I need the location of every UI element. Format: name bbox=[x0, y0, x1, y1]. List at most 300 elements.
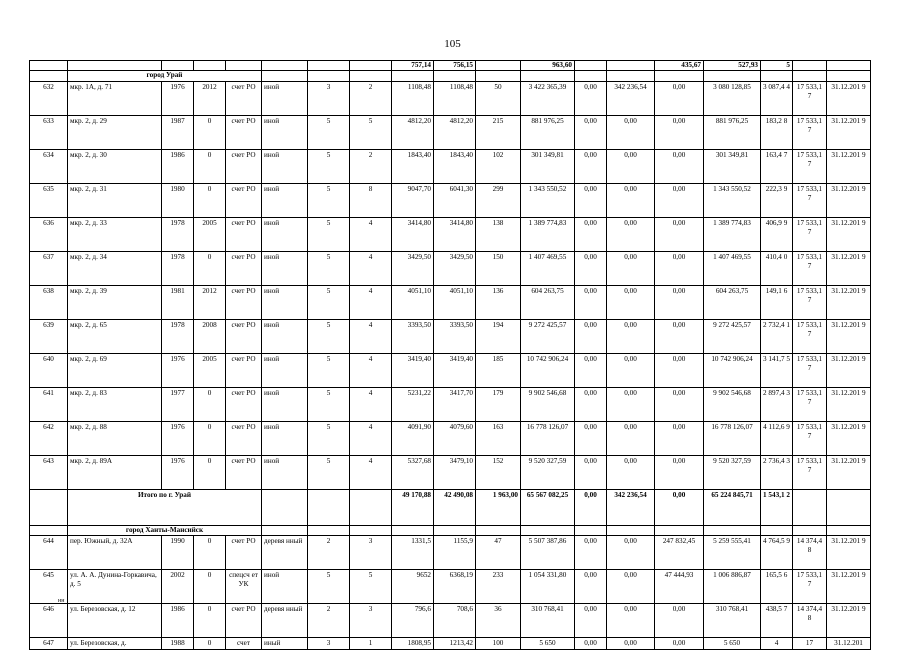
table-cell: 633 bbox=[30, 115, 68, 149]
table-cell: 0,00 bbox=[575, 638, 607, 650]
table-row bbox=[30, 115, 871, 149]
table-cell: 5 bbox=[308, 251, 350, 285]
summary-row bbox=[30, 61, 871, 71]
table-cell: 5 bbox=[308, 115, 350, 149]
table-cell: 0 bbox=[194, 251, 226, 285]
table-cell: 634 bbox=[30, 149, 68, 183]
table-cell: 4091,90 bbox=[392, 421, 434, 455]
table-cell: 2 bbox=[350, 81, 392, 115]
table-cell bbox=[521, 71, 575, 81]
table-cell: 31.12.201 9 bbox=[827, 570, 871, 604]
table-cell bbox=[761, 71, 793, 81]
table-row bbox=[30, 455, 871, 489]
table-cell: 1978 bbox=[162, 217, 194, 251]
table-cell: 3414,80 bbox=[434, 217, 476, 251]
table-cell: 1 343 550,52 bbox=[521, 183, 575, 217]
table-cell: 756,15 bbox=[434, 61, 476, 71]
table-cell bbox=[226, 61, 262, 71]
table-cell: 185 bbox=[476, 353, 521, 387]
table-cell: иной bbox=[262, 149, 308, 183]
table-cell: 2005 bbox=[194, 217, 226, 251]
city-heading-row bbox=[30, 525, 871, 535]
table-cell bbox=[827, 61, 871, 71]
table-cell bbox=[793, 61, 827, 71]
table-cell: 0,00 bbox=[575, 455, 607, 489]
table-cell bbox=[827, 71, 871, 81]
table-cell: 0,00 bbox=[575, 570, 607, 604]
table-cell: 9652 bbox=[392, 570, 434, 604]
table-cell: счет РО bbox=[226, 217, 262, 251]
footer-mark: нн bbox=[58, 598, 65, 604]
table-cell: 1108,48 bbox=[392, 81, 434, 115]
table-cell: 31.12.201 9 bbox=[827, 536, 871, 570]
table-cell bbox=[68, 61, 162, 71]
table-cell: 50 bbox=[476, 81, 521, 115]
table-cell: 31.12.201 9 bbox=[827, 319, 871, 353]
table-cell: 0,00 bbox=[575, 149, 607, 183]
table-cell: мкр. 1А, д. 71 bbox=[68, 81, 162, 115]
table-cell: счет РО bbox=[226, 455, 262, 489]
table-cell: 881 976,25 bbox=[521, 115, 575, 149]
table-cell: 4 bbox=[350, 217, 392, 251]
table-cell: 4051,10 bbox=[392, 285, 434, 319]
table-cell: 5 bbox=[308, 387, 350, 421]
table-cell: 0,00 bbox=[575, 183, 607, 217]
table-cell: 0,00 bbox=[575, 285, 607, 319]
table-cell: 647 bbox=[30, 638, 68, 650]
table-cell: 5327,68 bbox=[392, 455, 434, 489]
table-cell: 757,14 bbox=[392, 61, 434, 71]
table-cell: 0,00 bbox=[575, 536, 607, 570]
table-cell: 527,93 bbox=[704, 61, 761, 71]
table-cell bbox=[308, 71, 350, 81]
table-cell: 0,00 bbox=[655, 217, 704, 251]
table-cell: 0 bbox=[194, 536, 226, 570]
table-cell: 0 bbox=[194, 455, 226, 489]
table-cell: 1978 bbox=[162, 319, 194, 353]
table-cell bbox=[793, 525, 827, 535]
table-cell: 31.12.201 9 bbox=[827, 149, 871, 183]
table-cell: иной bbox=[262, 387, 308, 421]
table-cell bbox=[761, 525, 793, 535]
table-cell: 438,5 7 bbox=[761, 604, 793, 638]
table-row bbox=[30, 421, 871, 455]
table-cell: 0,00 bbox=[575, 489, 607, 525]
table-cell: 0,00 bbox=[655, 319, 704, 353]
table-cell bbox=[162, 61, 194, 71]
table-cell bbox=[476, 71, 521, 81]
table-cell bbox=[262, 71, 308, 81]
table-cell: мкр. 2, д. 30 bbox=[68, 149, 162, 183]
table-cell: 17 bbox=[793, 638, 827, 650]
table-cell bbox=[575, 525, 607, 535]
table-cell: 17 533,1 7 bbox=[793, 570, 827, 604]
table-cell: 0 bbox=[194, 115, 226, 149]
table-cell: 2012 bbox=[194, 285, 226, 319]
table-cell: 0 bbox=[194, 604, 226, 638]
table-cell: 136 bbox=[476, 285, 521, 319]
table-cell: 963,60 bbox=[521, 61, 575, 71]
table-cell: 5231,22 bbox=[392, 387, 434, 421]
table-cell: счет РО bbox=[226, 115, 262, 149]
table-cell bbox=[704, 525, 761, 535]
table-cell: 0,00 bbox=[607, 387, 655, 421]
table-cell: 5 bbox=[308, 217, 350, 251]
table-cell: 4 bbox=[350, 455, 392, 489]
table-cell bbox=[575, 61, 607, 71]
table-cell: 2012 bbox=[194, 81, 226, 115]
table-cell: 47 bbox=[476, 536, 521, 570]
table-cell: 0,00 bbox=[575, 353, 607, 387]
table-cell: 17 533,1 7 bbox=[793, 251, 827, 285]
table-cell: 0,00 bbox=[655, 638, 704, 650]
table-cell: мкр. 2, д. 31 bbox=[68, 183, 162, 217]
page-number: 105 bbox=[444, 38, 461, 50]
table-cell: 0 bbox=[194, 421, 226, 455]
total-label: Итого по г. Урай bbox=[68, 489, 262, 525]
table-cell: 0 bbox=[194, 183, 226, 217]
table-cell bbox=[575, 71, 607, 81]
table-cell: 0,00 bbox=[575, 604, 607, 638]
table-cell bbox=[350, 489, 392, 525]
table-row bbox=[30, 536, 871, 570]
table-cell: 179 bbox=[476, 387, 521, 421]
table-cell: 796,6 bbox=[392, 604, 434, 638]
table-cell: 1213,42 bbox=[434, 638, 476, 650]
table-cell: 0,00 bbox=[607, 319, 655, 353]
table-cell: 0,00 bbox=[607, 570, 655, 604]
table-cell: 1 963,00 bbox=[476, 489, 521, 525]
table-cell: 0,00 bbox=[655, 421, 704, 455]
table-cell: 10 742 906,24 bbox=[521, 353, 575, 387]
table-cell: 1977 bbox=[162, 387, 194, 421]
table-cell: 0,00 bbox=[655, 387, 704, 421]
table-cell: 0,00 bbox=[655, 183, 704, 217]
table-cell: 881 976,25 bbox=[704, 115, 761, 149]
table-cell bbox=[607, 525, 655, 535]
table-cell: 1976 bbox=[162, 455, 194, 489]
table-body bbox=[30, 61, 871, 650]
table-cell bbox=[476, 525, 521, 535]
table-cell bbox=[392, 525, 434, 535]
table-cell: ул. Березовская, д. bbox=[68, 638, 162, 650]
table-cell: счет РО bbox=[226, 421, 262, 455]
table-cell: 1 006 886,87 bbox=[704, 570, 761, 604]
table-cell: мкр. 2, д. 83 bbox=[68, 387, 162, 421]
table-cell: 1 389 774,83 bbox=[704, 217, 761, 251]
table-cell: 65 567 082,25 bbox=[521, 489, 575, 525]
table-cell: 0,00 bbox=[607, 638, 655, 650]
table-cell: мкр. 2, д. 33 bbox=[68, 217, 162, 251]
table-cell bbox=[607, 71, 655, 81]
table-cell: 17 533,1 7 bbox=[793, 387, 827, 421]
table-cell: 31.12.201 9 bbox=[827, 353, 871, 387]
table-cell: счет РО bbox=[226, 251, 262, 285]
table-cell: спецсч ет УК bbox=[226, 570, 262, 604]
table-cell: счет РО bbox=[226, 387, 262, 421]
table-cell bbox=[655, 71, 704, 81]
table-cell: 5 650 bbox=[704, 638, 761, 650]
table-cell bbox=[521, 525, 575, 535]
table-row bbox=[30, 81, 871, 115]
table-cell bbox=[30, 71, 68, 81]
table-cell bbox=[30, 525, 68, 535]
table-cell bbox=[30, 489, 68, 525]
table-cell: 3417,70 bbox=[434, 387, 476, 421]
table-cell: 150 bbox=[476, 251, 521, 285]
table-cell: 3 bbox=[350, 536, 392, 570]
table-cell: 3 bbox=[308, 638, 350, 650]
table-cell bbox=[827, 489, 871, 525]
table-cell: 3 bbox=[308, 81, 350, 115]
table-cell: 1976 bbox=[162, 81, 194, 115]
table-cell: 0,00 bbox=[575, 81, 607, 115]
table-cell: 4079,60 bbox=[434, 421, 476, 455]
table-cell bbox=[350, 525, 392, 535]
table-cell bbox=[793, 489, 827, 525]
table-cell: 0 bbox=[194, 149, 226, 183]
table-cell bbox=[434, 71, 476, 81]
table-cell: 3479,10 bbox=[434, 455, 476, 489]
table-cell: 5 bbox=[308, 285, 350, 319]
table-cell bbox=[262, 525, 308, 535]
table-cell: 194 bbox=[476, 319, 521, 353]
table-cell: иной bbox=[262, 251, 308, 285]
city-title: город Урай bbox=[68, 71, 262, 81]
table-cell: деревя нный bbox=[262, 604, 308, 638]
table-cell: 0,00 bbox=[607, 455, 655, 489]
table-cell: 2005 bbox=[194, 353, 226, 387]
table-cell: 1331,5 bbox=[392, 536, 434, 570]
table-cell: 14 374,4 8 bbox=[793, 536, 827, 570]
table-cell: 17 533,1 7 bbox=[793, 81, 827, 115]
table-cell: 1986 bbox=[162, 149, 194, 183]
table-cell: иной bbox=[262, 455, 308, 489]
table-cell: 4051,10 bbox=[434, 285, 476, 319]
table-cell: 0 bbox=[194, 638, 226, 650]
table-cell: 642 bbox=[30, 421, 68, 455]
table-cell: 646 bbox=[30, 604, 68, 638]
table-cell: 640 bbox=[30, 353, 68, 387]
table-cell: 0,00 bbox=[607, 421, 655, 455]
table-cell bbox=[655, 525, 704, 535]
table-cell bbox=[262, 61, 308, 71]
table-cell: 641 bbox=[30, 387, 68, 421]
table-cell: 5 bbox=[761, 61, 793, 71]
table-cell: 17 533,1 7 bbox=[793, 455, 827, 489]
table-cell: 152 bbox=[476, 455, 521, 489]
table-cell: 4 764,5 9 bbox=[761, 536, 793, 570]
table-cell: 406,9 9 bbox=[761, 217, 793, 251]
table-cell bbox=[704, 71, 761, 81]
table-cell: 0,00 bbox=[655, 115, 704, 149]
table-cell: 3 080 128,85 bbox=[704, 81, 761, 115]
table-cell: 163 bbox=[476, 421, 521, 455]
table-cell: 1988 bbox=[162, 638, 194, 650]
table-cell: 4 bbox=[350, 353, 392, 387]
table-cell: 2002 bbox=[162, 570, 194, 604]
table-cell: 0,00 bbox=[655, 604, 704, 638]
table-cell: 3 422 365,39 bbox=[521, 81, 575, 115]
table-cell: 47 444,93 bbox=[655, 570, 704, 604]
table-cell: 9 272 425,57 bbox=[521, 319, 575, 353]
table-cell: 5 bbox=[308, 353, 350, 387]
table-cell: 5 bbox=[308, 149, 350, 183]
table-cell: 708,6 bbox=[434, 604, 476, 638]
table-cell: 4 bbox=[350, 387, 392, 421]
table-cell: иной bbox=[262, 81, 308, 115]
table-cell bbox=[262, 489, 308, 525]
table-cell: 310 768,41 bbox=[521, 604, 575, 638]
table-cell: 9 902 546,68 bbox=[704, 387, 761, 421]
table-cell: 17 533,1 7 bbox=[793, 115, 827, 149]
table-cell: 31.12.201 bbox=[827, 638, 871, 650]
housing-table bbox=[29, 60, 871, 650]
table-cell: иный bbox=[262, 638, 308, 650]
table-cell: 1 343 550,52 bbox=[704, 183, 761, 217]
table-cell: 0,00 bbox=[655, 353, 704, 387]
table-cell: счет РО bbox=[226, 353, 262, 387]
table-cell: 1986 bbox=[162, 604, 194, 638]
table-cell: 1843,40 bbox=[434, 149, 476, 183]
table-cell: 1843,40 bbox=[392, 149, 434, 183]
table-cell: мкр. 2, д. 88 bbox=[68, 421, 162, 455]
table-cell: иной bbox=[262, 353, 308, 387]
table-cell: 1990 bbox=[162, 536, 194, 570]
table-cell: 222,3 9 bbox=[761, 183, 793, 217]
table-cell: счет РО bbox=[226, 604, 262, 638]
table-cell: 5 507 387,86 bbox=[521, 536, 575, 570]
table-cell: иной bbox=[262, 183, 308, 217]
table-cell: 2 736,4 3 bbox=[761, 455, 793, 489]
table-cell: 31.12.201 9 bbox=[827, 217, 871, 251]
table-cell: 3 bbox=[350, 604, 392, 638]
table-cell: мкр. 2, д. 39 bbox=[68, 285, 162, 319]
table-cell bbox=[308, 489, 350, 525]
table-cell: 0,00 bbox=[575, 421, 607, 455]
table-row bbox=[30, 217, 871, 251]
table-cell: 299 bbox=[476, 183, 521, 217]
table-cell: 17 533,1 7 bbox=[793, 421, 827, 455]
table-cell: 0,00 bbox=[575, 387, 607, 421]
table-cell: счет bbox=[226, 638, 262, 650]
table-cell: 3393,50 bbox=[434, 319, 476, 353]
table-cell: 138 bbox=[476, 217, 521, 251]
table-cell: 1 543,1 2 bbox=[761, 489, 793, 525]
table-cell: 17 533,1 7 bbox=[793, 353, 827, 387]
table-cell bbox=[308, 61, 350, 71]
table-cell: 0,00 bbox=[607, 536, 655, 570]
table-cell: 0,00 bbox=[655, 455, 704, 489]
table-cell: 4 bbox=[350, 251, 392, 285]
table-cell: 636 bbox=[30, 217, 68, 251]
table-cell: 102 bbox=[476, 149, 521, 183]
table-cell: 9047,70 bbox=[392, 183, 434, 217]
table-cell: 10 742 906,24 bbox=[704, 353, 761, 387]
table-cell: 9 272 425,57 bbox=[704, 319, 761, 353]
table-cell: 149,1 6 bbox=[761, 285, 793, 319]
table-cell: 36 bbox=[476, 604, 521, 638]
table-cell: 5 bbox=[350, 115, 392, 149]
table-cell: 233 bbox=[476, 570, 521, 604]
table-cell: 3393,50 bbox=[392, 319, 434, 353]
table-cell bbox=[793, 71, 827, 81]
table-cell: мкр. 2, д. 89А bbox=[68, 455, 162, 489]
table-cell: 31.12.201 9 bbox=[827, 387, 871, 421]
table-cell: иной bbox=[262, 421, 308, 455]
table-row bbox=[30, 149, 871, 183]
table-cell: 0,00 bbox=[607, 217, 655, 251]
table-cell: 2 732,4 1 bbox=[761, 319, 793, 353]
table-cell: 14 374,4 8 bbox=[793, 604, 827, 638]
table-cell bbox=[392, 71, 434, 81]
table-row bbox=[30, 353, 871, 387]
table-cell: 4 112,6 9 bbox=[761, 421, 793, 455]
table-cell: 0,00 bbox=[655, 81, 704, 115]
table-row bbox=[30, 319, 871, 353]
table-cell: 17 533,1 7 bbox=[793, 183, 827, 217]
table-cell: 0 bbox=[194, 570, 226, 604]
table-cell: 31.12.201 9 bbox=[827, 251, 871, 285]
table-cell: 31.12.201 9 bbox=[827, 183, 871, 217]
table-cell: 31.12.201 9 bbox=[827, 81, 871, 115]
table-cell: 0,00 bbox=[575, 115, 607, 149]
table-cell: 435,67 bbox=[655, 61, 704, 71]
table-cell: 17 533,1 7 bbox=[793, 285, 827, 319]
table-cell: 1976 bbox=[162, 353, 194, 387]
table-cell: 5 650 bbox=[521, 638, 575, 650]
table-cell: 0 bbox=[194, 387, 226, 421]
table-cell: 1 389 774,83 bbox=[521, 217, 575, 251]
table-cell: мкр. 2, д. 65 bbox=[68, 319, 162, 353]
table-cell: 165,5 6 bbox=[761, 570, 793, 604]
table-cell: 1155,9 bbox=[434, 536, 476, 570]
table-cell: 645 bbox=[30, 570, 68, 604]
table-cell: 1980 bbox=[162, 183, 194, 217]
table-cell: 1808,95 bbox=[392, 638, 434, 650]
table-cell: 3419,40 bbox=[434, 353, 476, 387]
table-cell: счет РО bbox=[226, 183, 262, 217]
table-cell: 0,00 bbox=[655, 285, 704, 319]
table-cell: 637 bbox=[30, 251, 68, 285]
table-cell: 16 778 126,07 bbox=[704, 421, 761, 455]
table-cell: 6368,19 bbox=[434, 570, 476, 604]
table-cell: 5 bbox=[308, 421, 350, 455]
table-cell: 1976 bbox=[162, 421, 194, 455]
table-cell: 0,00 bbox=[607, 149, 655, 183]
table-row bbox=[30, 285, 871, 319]
table-cell: иной bbox=[262, 115, 308, 149]
table-cell: 3 087,4 4 bbox=[761, 81, 793, 115]
table-cell: ул. Березовская, д. 12 bbox=[68, 604, 162, 638]
table-cell: счет РО bbox=[226, 149, 262, 183]
table-cell: 1 bbox=[350, 638, 392, 650]
table-cell bbox=[607, 61, 655, 71]
table-cell: 100 bbox=[476, 638, 521, 650]
table-cell: 0,00 bbox=[655, 489, 704, 525]
table-cell: 31.12.201 9 bbox=[827, 115, 871, 149]
table-cell: 163,4 7 bbox=[761, 149, 793, 183]
table-cell: 1978 bbox=[162, 251, 194, 285]
table-cell: 4 bbox=[350, 421, 392, 455]
table-cell: 247 832,45 bbox=[655, 536, 704, 570]
table-row bbox=[30, 638, 871, 650]
table-cell: 17 533,1 7 bbox=[793, 217, 827, 251]
table-cell: счет РО bbox=[226, 285, 262, 319]
table-cell: 2 bbox=[308, 536, 350, 570]
table-cell: 5 259 555,41 bbox=[704, 536, 761, 570]
table-cell bbox=[30, 61, 68, 71]
